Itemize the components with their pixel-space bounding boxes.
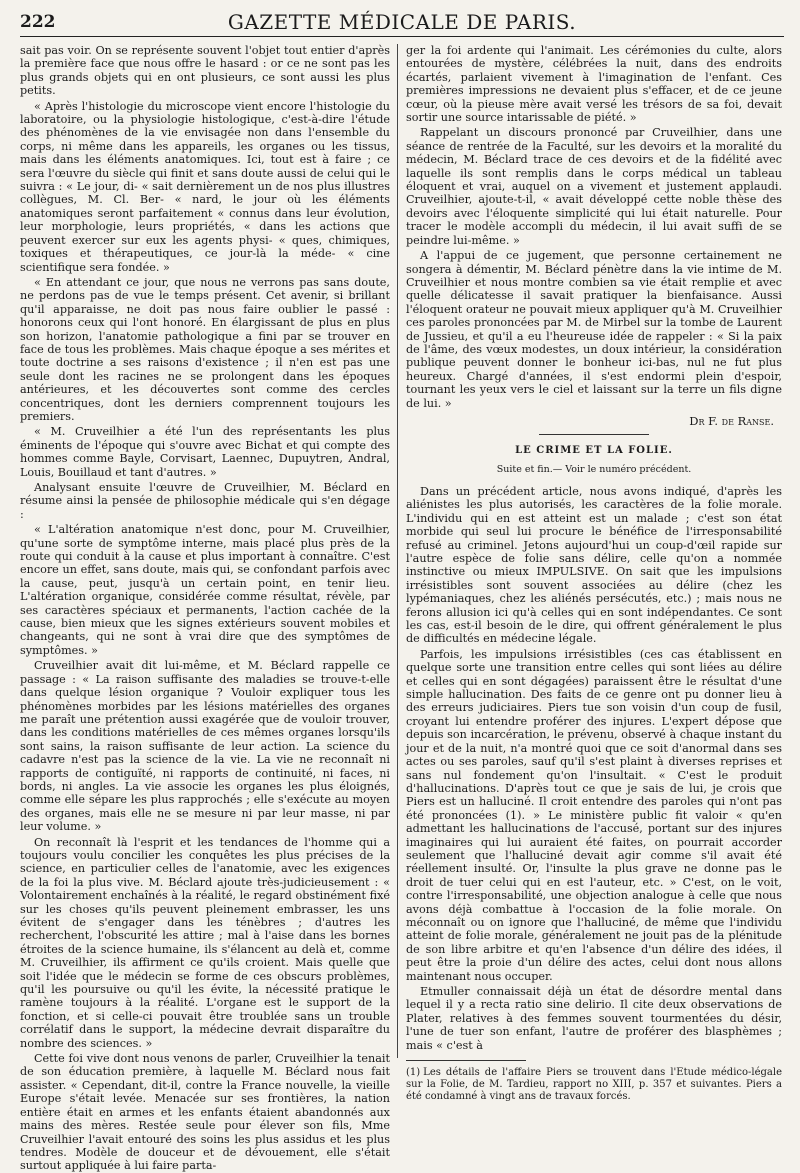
paragraph: On reconnaît là l'esprit et les tendances de l'homme qui a toujours voulu concilier les conquêtes les plus précises de la science, en particulier celles de l'anatomie, avec les exigences de la foi la plus vive. M. Béclard ajoute très-judicieusement : « Volontairement enchaînés à la réalité, le regard obstinément fixé sur les choses qu'ils peuvent pleinement embrasser, les uns évitent de s'engager dans les ténèbres ; d'autres les recherchent, l'obscurité les attire ; mal à l'aise dans les bornes étroites de la science humaine, ils s'élancent au delà et, comme M. Cruveilhier, ils affirment ce qu'ils croient. Mais quelle que soit l'idée que le médecin se forme de ces obscurs problèmes, qu'il les poursuive ou qu'il les évite, la nécessité pratique le ramène toujours à la réalité. L'organe est le support de la fonction, et si celle-ci pouvait être troublée sans un trouble corrélatif dans le support, la médecine devrait disparaître du nombre des sciences. » (20, 835, 390, 1050)
paragraph: Parfois, les impulsions irrésistibles (ces cas établissent en quelque sorte une transition entre celles qui sont liées au délire et celles qui en sont dégagées) paraissent être le résultat d'une simple hallucination. Des faits de ce genre ont pu donner lieu à des erreurs judiciaires. Piers tue son voisin d'un coup de fusil, croyant lui entendre proférer des injures. L'expert dépose que depuis son incarcération, le prévenu, observé à chaque instant du jour et de la nuit, n'a montré quoi que ce soit d'anormal dans ses actes ou ses paroles, sauf qu'il s'est plaint à diverses reprises et sans nul fondement qu'on l'insultait. « C'est le produit d'hallucinations. D'après tout ce que je sais de lui, je crois que Piers est un halluciné. Il croit entendre des paroles qui n'ont pas été prononcées (1). » Le ministère public fit valoir « qu'en admettant les hallucinations de l'accusé, portant sur des injures imaginaires qui lui auraient été faites, on pourrait accorder seulement que l'halluciné devait agir comme s'il avait été réellement insulté. Or, l'insulte la plus grave ne donne pas le droit de tuer celui qui en est l'auteur, etc. » C'est, on le voit, contre l'irresponsabilité, une objection analogue à celle que nous avons déjà combattue à l'occasion de la folie morale. On méconnaît ou on ignore que l'halluciné, de même que l'individu atteint de folie morale, généralement ne jouit pas de la plénitude de son libre arbitre et qu'en l'absence d'un délire des idées, il peut être la proie d'un délire des actes, celui dont nous allons maintenant nous occuper. (406, 647, 782, 983)
columns (20, 44, 784, 1173)
paragraph: sait pas voir. On se représente souvent l'objet tout entier d'après la première face que nous offre le hasard : or ce ne sont pas les plus grands objets qui en ont plusieurs, ce sont aussi les plus petits. (20, 44, 390, 98)
footnote-text: Les détails de l'affaire Piers se trouvent dans l'Etude médico-légale sur la Folie, de M. Tardieu, rapport no XIII, p. 357 et suivantes. Piers a été condamné à vingt ans de travaux forcés. (406, 1067, 782, 1103)
section-subtitle: Suite et fin.— Voir le numéro précédent. (496, 463, 692, 475)
paragraph: Etmuller connaissait déjà un état de désordre mental dans lequel il y a recta ratio sine delirio. Il cite deux observations de Plater, relatives à des femmes souvent tourmentées du désir, l'une de tuer son enfant, l'autre de proférer des blasphèmes ; mais « c'est à (406, 985, 782, 1052)
paragraph: Cruveilhier avait dit lui-même, et M. Béclard rappelle ce passage : « La raison suffisante des maladies se trouve-t-elle dans quelque lésion organique ? Vouloir expliquer tous les phénomènes morbides par les lésions matérielles des organes me paraît une prétention aussi exagérée que de vouloir trouver, dans les conditions matérielles de ces mêmes organes lorsqu'ils sont sains, la raison suffisante de leur action. La science du cadavre n'est pas la science de la vie. La vie ne reconnaît ni rapports de contiguïté, ni rapports de continuité, ni faces, ni bords, ni angles. La vie associe les organes les plus éloignés, comme elle sépare les plus rapprochés ; elle s'exécute au moyen des organes, mais elle ne se mesure ni par leur masse, ni par leur volume. » (20, 659, 390, 834)
paragraph: « L'altération anatomique n'est donc, pour M. Cruveilhier, qu'une sorte de symptôme interne, mais placé plus près de la route qui conduit à la cause et plus important à connaître. C'est encore un effet, sans doute, mais qui, se confondant parfois avec la cause, peut, jusqu'à un certain point, en tenir lieu. L'altération organique, considérée comme résultat, révèle, par ses caractères spéciaux et permanents, l'action cachée de la cause, bien mieux que les signes extérieurs souvent mobiles et changeants, qui ne sont à vrai dire que des symptômes de symptômes. » (20, 523, 390, 657)
paragraph: Dans un précédent article, nous avons indiqué, d'après les aliénistes les plus autorisés, les caractères de la folie morale. L'individu qui en est atteint est un malade ; c'est son état morbide qui seul lui procure le bénéfice de l'irresponsabilité refusé au criminel. Jetons aujourd'hui un coup-d'œil rapide sur l'autre espèce de folie sans délire, celle qu'on a nommée instinctive ou mieux IMPULSIVE. On sait que les impulsions irrésistibles sont souvent associées au délire (chez les lypémaniaques, chez les aliénés persécutés, etc.) ; mais nous ne ferons allusion ici qu'à celles qui en sont indépendantes. Ce sont les cas, est-il besoin de le dire, qui offrent généralement le plus de difficultés en médecine légale. (406, 484, 782, 646)
page-number: 222 (20, 12, 56, 32)
newspaper-page (20, 8, 784, 1173)
footnote-number: (1) (406, 1067, 421, 1079)
footnote (406, 1067, 782, 1103)
paragraph: « En attendant ce jour, que nous ne verrons pas sans doute, ne perdons pas de vue le temps présent. Cet avenir, si brillant qu'il apparaisse, ne doit pas nous faire oublier le passé : honorons ceux qui l'ont honoré. En élargissant de plus en plus son horizon, l'anatomie pathologique a fini par se trouver en face de tous les problèmes. Mais chaque époque a ses mérites et toute doctrine a ses raisons d'existence ; il n'en est pas une seule dont les racines ne se prolongent dans les époques antérieures, et les découvertes sont comme des cercles concentriques, dont les derniers comprennent toujours les premiers. (20, 275, 390, 423)
paragraph: Cette foi vive dont nous venons de parler, Cruveilhier la tenait de son éducation première, à laquelle M. Béclard nous fait assister. « Cependant, dit-il, contre la France nouvelle, la vieille Europe s'était levée. Menacée sur ses frontières, la nation entière était en armes et les enfants étaient abandonnés aux mains des mères. Restée seule pour élever son fils, Mme Cruveilhier l'avait entouré des soins les plus assidus et les plus tendres. Modèle de douceur et de dévouement, elle s'était surtout appliquée à lui faire parta- (20, 1052, 390, 1173)
running-title: GAZETTE MÉDICALE DE PARIS. (227, 10, 577, 34)
section-separator (539, 434, 649, 435)
column-divider (397, 44, 398, 1058)
page-header (20, 8, 784, 37)
paragraph: ger la foi ardente qui l'animait. Les cérémonies du culte, alors entourées de mystère, célébrées la nuit, dans des endroits écartés, parlaient vivement à l'imagination de l'enfant. Ces premières impressions ne devaient plus s'effacer, et de ce jeune cœur, où la pieuse mère avait versé les trésors de sa foi, devait sortir une source intarissable de piété. » (406, 44, 782, 125)
right-column (406, 44, 782, 1103)
paragraph: A l'appui de ce jugement, que personne certainement ne songera à démentir, M. Béclard pénètre dans la vie intime de M. Cruveilhier et nous montre combien sa vie était remplie et avec quelle délicatesse il savait pratiquer la bienfaisance. Aussi l'éloquent orateur ne pouvait mieux appliquer qu'à M. Cruveilhier ces paroles prononcées par M. de Mirbel sur la tombe de Laurent de Jussieu, et qu'il a eu l'heureuse idée de rappeler : « Si la paix de l'âme, des vœux modestes, un doux intérieur, la considération publique peuvent donner le bonheur ici-bas, nul ne fut plus heureux. Chargé d'années, il s'est endormi plein d'espoir, tournant les yeux vers le ciel et laissant sur la terre un fils digne de lui. » (406, 249, 782, 410)
paragraph: « Après l'histologie du microscope vient encore l'histologie du laboratoire, ou la physiologie histologique, c'est-à-dire l'étude des phénomènes de la vie envisagée non dans l'ensemble du corps, ni même dans les appareils, les organes ou les tissus, mais dans les éléments anatomiques. Ici, tout est à faire ; ce sera l'œuvre du siècle qui finit et sans doute aussi de celui qui le suivra : « Le jour, di- « sait dernièrement un de nos plus illustres collègues, M. Cl. Ber- « nard, le jour où les éléments anatomiques seront parfaitement « connus dans leur évolution, leur morphologie, leurs propriétés, « dans les actions que peuvent exercer sur eux les agents physi- « ques, chimiques, toxiques et thérapeutiques, ce jour-là la méde- « cine scientifique sera fondée. » (20, 99, 390, 274)
author-signature: Dr F. de Ranse. (689, 413, 774, 428)
footnote-divider (406, 1060, 526, 1061)
section-title: LE CRIME ET LA FOLIE. (515, 444, 673, 456)
left-column (20, 44, 390, 1173)
paragraph: Analysant ensuite l'œuvre de Cruveilhier, M. Béclard en résume ainsi la pensée de philosophie médicale qui s'en dégage : (20, 481, 390, 521)
paragraph: « M. Cruveilhier a été l'un des représentants les plus éminents de l'époque qui s'ouvre avec Bichat et qui compte des hommes comme Bayle, Corvisart, Laennec, Dupuytren, Andral, Louis, Bouillaud et tant d'autres. » (20, 425, 390, 479)
paragraph: Rappelant un discours prononcé par Cruveilhier, dans une séance de rentrée de la Faculté, sur les devoirs et la moralité du médecin, M. Béclard trace de ces devoirs et de la fidélité avec laquelle ils sont remplis dans le corps médical un tableau éloquent et vrai, auquel on a vivement et justement applaudi. Cruveilhier, ajoute-t-il, « avait développé cette noble thèse des devoirs avec l'éloquente simplicité qui lui était naturelle. Pour tracer le modèle accompli du médecin, il lui avait suffi de se peindre lui-même. » (406, 126, 782, 247)
